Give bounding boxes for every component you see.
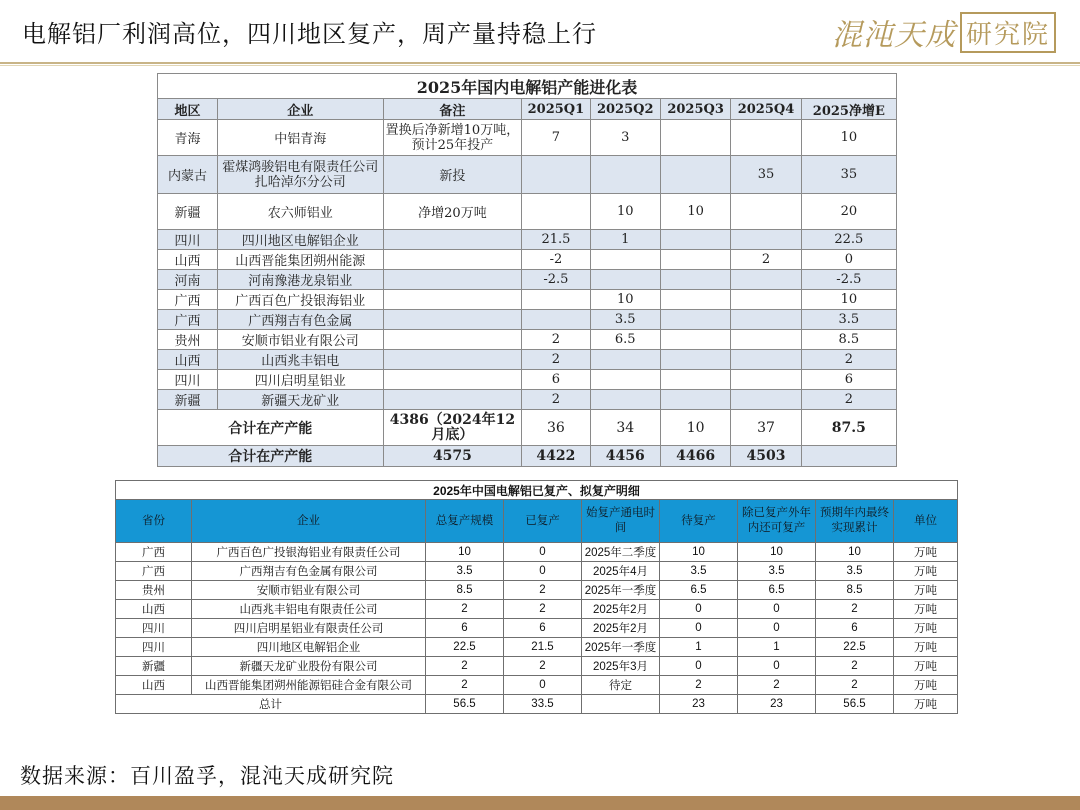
table-cell: 万吨 — [894, 676, 958, 695]
table1-header: 2025Q1 — [522, 99, 590, 120]
table-row — [158, 230, 897, 250]
table-cell: 万吨 — [894, 562, 958, 581]
table-cell: 山西 — [158, 250, 218, 270]
table-row — [116, 562, 958, 581]
table-cell: 10 — [801, 290, 896, 310]
table-cell — [731, 370, 801, 390]
total-cell: 56.5 — [816, 695, 894, 714]
table-cell: 0 — [660, 657, 738, 676]
logo-box: 研究院 — [960, 12, 1056, 53]
table-cell: 四川地区电解铝企业 — [192, 638, 426, 657]
sum-value: 34 — [590, 410, 660, 446]
table-cell: 河南 — [158, 270, 218, 290]
table-cell — [731, 310, 801, 330]
table-cell: 新投 — [383, 156, 522, 194]
table-cell: 山西 — [116, 600, 192, 619]
table-cell: 万吨 — [894, 657, 958, 676]
table-cell — [660, 120, 730, 156]
table-cell — [383, 350, 522, 370]
table-cell: 2025年一季度 — [582, 581, 660, 600]
table1-header: 地区 — [158, 99, 218, 120]
table-cell: 10 — [660, 194, 730, 230]
table-cell: 10 — [590, 290, 660, 310]
header-divider — [0, 62, 1080, 64]
table-row — [116, 619, 958, 638]
table-cell: 0 — [738, 619, 816, 638]
table2-header: 省份 — [116, 500, 192, 543]
table-cell: 万吨 — [894, 543, 958, 562]
table-cell: 2 — [816, 600, 894, 619]
table-cell: 6.5 — [590, 330, 660, 350]
header-divider-thin — [0, 65, 1080, 66]
table-row — [158, 290, 897, 310]
table-row — [116, 657, 958, 676]
table-cell: 2 — [522, 330, 590, 350]
table-cell: 6 — [801, 370, 896, 390]
table-cell: 0 — [660, 600, 738, 619]
table-cell: 21.5 — [504, 638, 582, 657]
table-cell — [522, 310, 590, 330]
table-cell: 广西百色广投银海铝业有限责任公司 — [192, 543, 426, 562]
table-cell: 2 — [504, 600, 582, 619]
restart-detail-table-container — [115, 480, 957, 714]
table2-total-row — [116, 695, 958, 714]
table-cell: 四川启明星铝业有限责任公司 — [192, 619, 426, 638]
table-cell: 新疆 — [158, 390, 218, 410]
table-cell: 8.5 — [816, 581, 894, 600]
table2-header: 单位 — [894, 500, 958, 543]
table-row — [158, 194, 897, 230]
table-cell: 安顺市铝业有限公司 — [192, 581, 426, 600]
sum-value: 10 — [660, 410, 730, 446]
table-cell — [731, 330, 801, 350]
table-cell: 新疆天龙矿业 — [218, 390, 384, 410]
table-row — [116, 676, 958, 695]
table-cell: 6 — [522, 370, 590, 390]
table-cell: 10 — [590, 194, 660, 230]
table-cell: 青海 — [158, 120, 218, 156]
table-row — [158, 250, 897, 270]
table-cell — [383, 270, 522, 290]
table-cell — [590, 350, 660, 370]
table-cell — [590, 370, 660, 390]
table-cell: 农六师铝业 — [218, 194, 384, 230]
table-cell: -2.5 — [801, 270, 896, 290]
table-cell: 3.5 — [426, 562, 504, 581]
table-cell — [660, 230, 730, 250]
sum-value: 36 — [522, 410, 590, 446]
table-cell: 3.5 — [816, 562, 894, 581]
table-cell: 贵州 — [116, 581, 192, 600]
table-cell: 内蒙古 — [158, 156, 218, 194]
table-cell: 中铝青海 — [218, 120, 384, 156]
table-cell: 3.5 — [590, 310, 660, 330]
table-row — [158, 310, 897, 330]
table-cell: 20 — [801, 194, 896, 230]
table-cell: 2 — [801, 350, 896, 370]
table-cell: 万吨 — [894, 638, 958, 657]
brand-logo — [832, 10, 1056, 54]
table-cell — [660, 156, 730, 194]
table-cell — [731, 270, 801, 290]
table-cell: 0 — [504, 676, 582, 695]
table-cell — [522, 290, 590, 310]
sum-value: 87.5 — [801, 410, 896, 446]
data-source-note: 数据来源：百川盈孚，混沌天成研究院 — [20, 764, 394, 788]
table-cell: 2025年4月 — [582, 562, 660, 581]
table-cell: 置换后净新增10万吨，预计25年投产 — [383, 120, 522, 156]
sum-value: 4575 — [383, 446, 522, 467]
table-cell: 2 — [426, 676, 504, 695]
table-cell: 3 — [590, 120, 660, 156]
table-cell: 0 — [504, 543, 582, 562]
table-cell — [731, 290, 801, 310]
table-cell: 0 — [738, 657, 816, 676]
table-cell: 1 — [660, 638, 738, 657]
table-cell: 万吨 — [894, 619, 958, 638]
table-cell: 10 — [816, 543, 894, 562]
table-cell — [731, 390, 801, 410]
total-cell — [582, 695, 660, 714]
table-cell: 1 — [590, 230, 660, 250]
table-cell: 2 — [504, 581, 582, 600]
sum-value: 4456 — [590, 446, 660, 467]
table-cell: 10 — [738, 543, 816, 562]
table-cell: 6.5 — [660, 581, 738, 600]
table-cell: 7 — [522, 120, 590, 156]
sum-value: 4503 — [731, 446, 801, 467]
table-cell — [383, 390, 522, 410]
table-row — [116, 543, 958, 562]
table-cell: 山西兆丰铝电 — [218, 350, 384, 370]
table1-sum-row — [158, 410, 897, 446]
table-cell: 22.5 — [816, 638, 894, 657]
total-cell: 56.5 — [426, 695, 504, 714]
table-cell: 四川 — [158, 230, 218, 250]
table-cell: 新疆天龙矿业股份有限公司 — [192, 657, 426, 676]
capacity-evolution-table — [157, 73, 897, 467]
table-cell: 10 — [801, 120, 896, 156]
table-cell — [590, 270, 660, 290]
table-cell — [590, 156, 660, 194]
total-label: 总计 — [116, 695, 426, 714]
table1-header: 企业 — [218, 99, 384, 120]
table-cell — [660, 290, 730, 310]
table2-header: 待复产 — [660, 500, 738, 543]
total-cell: 23 — [660, 695, 738, 714]
table-cell: 2025年3月 — [582, 657, 660, 676]
table-cell: 2 — [801, 390, 896, 410]
table-cell: 35 — [801, 156, 896, 194]
table-cell — [383, 250, 522, 270]
table-cell: 22.5 — [801, 230, 896, 250]
table-row — [116, 638, 958, 657]
table-cell: 霍煤鸿骏铝电有限责任公司扎哈淖尔分公司 — [218, 156, 384, 194]
table2-header: 企业 — [192, 500, 426, 543]
table-cell: 贵州 — [158, 330, 218, 350]
table-row — [158, 120, 897, 156]
footer-bar — [0, 796, 1080, 810]
table-cell: 2 — [522, 390, 590, 410]
table-cell: 2 — [816, 676, 894, 695]
table-row — [158, 270, 897, 290]
table-cell — [660, 270, 730, 290]
table-cell: 0 — [660, 619, 738, 638]
table1-header: 备注 — [383, 99, 522, 120]
table-cell: 10 — [660, 543, 738, 562]
table-cell: 2 — [426, 657, 504, 676]
table2-header-row — [116, 500, 958, 543]
table-cell — [383, 370, 522, 390]
table-cell: 山西 — [116, 676, 192, 695]
page-title: 电解铝厂利润高位，四川地区复产，周产量持稳上行 — [22, 20, 597, 48]
table-cell: 0 — [801, 250, 896, 270]
table-cell: 四川地区电解铝企业 — [218, 230, 384, 250]
table-cell: 广西百色广投银海铝业 — [218, 290, 384, 310]
table2-header: 除已复产外年内还可复产 — [738, 500, 816, 543]
table-cell: 山西 — [158, 350, 218, 370]
table-cell — [660, 350, 730, 370]
table2-header: 始复产通电时间 — [582, 500, 660, 543]
table-cell: 2 — [816, 657, 894, 676]
logo-script: 混沌天成 — [831, 18, 956, 53]
table-cell: 广西 — [116, 562, 192, 581]
table-cell — [731, 194, 801, 230]
table-cell: 新疆 — [158, 194, 218, 230]
table-cell: 万吨 — [894, 600, 958, 619]
table1-header: 2025Q3 — [660, 99, 730, 120]
table-row — [158, 350, 897, 370]
table-cell — [383, 330, 522, 350]
table-cell — [731, 120, 801, 156]
sum-label: 合计在产产能 — [158, 410, 384, 446]
table-cell: 6 — [426, 619, 504, 638]
table-cell — [383, 310, 522, 330]
table-cell: 22.5 — [426, 638, 504, 657]
table-cell: 2025年2月 — [582, 600, 660, 619]
table1-header: 2025Q4 — [731, 99, 801, 120]
table-cell: 2 — [426, 600, 504, 619]
total-cell: 33.5 — [504, 695, 582, 714]
sum-label: 合计在产产能 — [158, 446, 384, 467]
table1-header: 2025净增E — [801, 99, 896, 120]
table-cell — [522, 156, 590, 194]
table-cell — [383, 230, 522, 250]
table-cell: 8.5 — [801, 330, 896, 350]
table1-header: 2025Q2 — [590, 99, 660, 120]
table-cell — [522, 194, 590, 230]
table-row — [158, 390, 897, 410]
table-cell — [590, 390, 660, 410]
table-row — [116, 581, 958, 600]
table-cell: 待定 — [582, 676, 660, 695]
table-row — [116, 600, 958, 619]
table-cell: -2 — [522, 250, 590, 270]
table-cell: 3.5 — [738, 562, 816, 581]
table-cell: 净增20万吨 — [383, 194, 522, 230]
table-cell: 8.5 — [426, 581, 504, 600]
table1-header-row — [158, 99, 897, 120]
table-cell: 0 — [738, 600, 816, 619]
table-cell: 广西 — [116, 543, 192, 562]
sum-value: 4422 — [522, 446, 590, 467]
table-cell: 广西 — [158, 310, 218, 330]
table-cell: 2025年二季度 — [582, 543, 660, 562]
table-cell — [660, 390, 730, 410]
table-cell: 山西晋能集团朔州能源铝硅合金有限公司 — [192, 676, 426, 695]
table-cell: 2 — [660, 676, 738, 695]
table-cell — [660, 330, 730, 350]
table-cell — [660, 310, 730, 330]
table-cell — [383, 290, 522, 310]
sum-note: 4386（2024年12月底） — [383, 410, 522, 446]
restart-detail-table — [115, 480, 958, 714]
table-cell: 2025年一季度 — [582, 638, 660, 657]
table-cell: 6 — [504, 619, 582, 638]
table-cell: 1 — [738, 638, 816, 657]
table-cell — [660, 370, 730, 390]
table-cell: 广西翔吉有色金属 — [218, 310, 384, 330]
table-cell: 广西 — [158, 290, 218, 310]
table-cell — [731, 230, 801, 250]
table-cell: 35 — [731, 156, 801, 194]
table2-title: 2025年中国电解铝已复产、拟复产明细 — [116, 481, 958, 500]
table1-sum-row-2 — [158, 446, 897, 467]
table-row — [158, 156, 897, 194]
table-cell: 广西翔吉有色金属有限公司 — [192, 562, 426, 581]
table-cell: 6.5 — [738, 581, 816, 600]
table-cell: 四川 — [116, 619, 192, 638]
table-cell: 新疆 — [116, 657, 192, 676]
table-cell — [590, 250, 660, 270]
table-cell: 四川 — [158, 370, 218, 390]
table-row — [158, 370, 897, 390]
table-cell: 0 — [504, 562, 582, 581]
table-cell — [731, 350, 801, 370]
table-cell: 万吨 — [894, 581, 958, 600]
sum-value — [801, 446, 896, 467]
table-cell: 山西晋能集团朔州能源 — [218, 250, 384, 270]
table-cell: 四川启明星铝业 — [218, 370, 384, 390]
table-cell: 2025年2月 — [582, 619, 660, 638]
table-cell: 3.5 — [801, 310, 896, 330]
table-cell: 6 — [816, 619, 894, 638]
table-cell: 河南豫港龙泉铝业 — [218, 270, 384, 290]
capacity-evolution-table-container — [157, 73, 897, 467]
table-cell: 2 — [738, 676, 816, 695]
table-cell — [660, 250, 730, 270]
table-cell: 21.5 — [522, 230, 590, 250]
table-cell: 山西兆丰铝电有限责任公司 — [192, 600, 426, 619]
table2-header: 总复产规模 — [426, 500, 504, 543]
table1-title: 2025年国内电解铝产能进化表 — [158, 74, 897, 99]
sum-value: 37 — [731, 410, 801, 446]
total-cell: 万吨 — [894, 695, 958, 714]
table-cell: 3.5 — [660, 562, 738, 581]
total-cell: 23 — [738, 695, 816, 714]
table2-header: 已复产 — [504, 500, 582, 543]
table-cell: 2 — [522, 350, 590, 370]
table-cell: 2 — [504, 657, 582, 676]
sum-value: 4466 — [660, 446, 730, 467]
table-cell: 10 — [426, 543, 504, 562]
table-cell: 2 — [731, 250, 801, 270]
table-cell: -2.5 — [522, 270, 590, 290]
table-cell: 安顺市铝业有限公司 — [218, 330, 384, 350]
table-cell: 四川 — [116, 638, 192, 657]
table-row — [158, 330, 897, 350]
table2-header: 预期年内最终实现累计 — [816, 500, 894, 543]
